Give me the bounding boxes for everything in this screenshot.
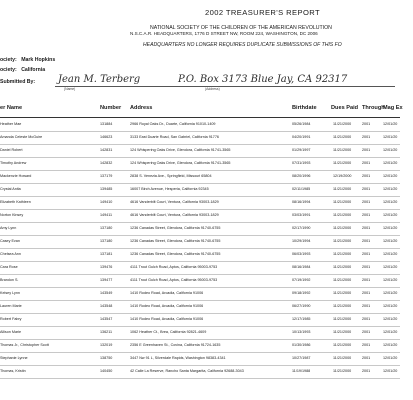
table-row (0, 198, 400, 210)
table-row (0, 276, 400, 288)
member-dues-paid: 11/21/2000 (333, 239, 352, 243)
member-mag-expiry: 12/01/20 (383, 200, 398, 204)
member-birthdate: 08/16/1984 (292, 265, 311, 269)
member-number: 146623 (100, 135, 113, 139)
member-birthdate: 08/16/1994 (292, 200, 311, 204)
member-address: 1410 Rodeo Road, Arcadia, California 91006 (130, 291, 204, 295)
member-mag-expiry: 12/01/20 (383, 356, 398, 360)
member-birthdate: 12/17/1985 (292, 317, 311, 321)
member-number: 140450 (100, 369, 113, 373)
member-through: 2001 (362, 174, 371, 178)
member-birthdate: 07/19/1992 (292, 278, 311, 282)
member-through: 2001 (362, 213, 371, 217)
column-header-address: Address (130, 105, 153, 111)
member-address: 124 Whispering Oaks Drive, Glendora, California 91741-3565 (130, 148, 231, 152)
member-number: 142831 (100, 148, 113, 152)
member-birthdate: 06/03/1993 (292, 252, 311, 256)
member-name: Heather Mae (0, 122, 22, 126)
address-caption: (Address) (205, 87, 220, 91)
member-name: Stephanie Lynne (0, 356, 28, 360)
member-number: 137181 (100, 252, 113, 256)
member-through: 2001 (362, 304, 371, 308)
table-row (0, 224, 400, 236)
member-number: 149410 (100, 200, 113, 204)
member-dues-paid: 11/21/2000 (333, 135, 352, 139)
member-mag-expiry: 12/01/20 (383, 291, 398, 295)
member-mag-expiry: 12/01/20 (383, 122, 398, 126)
member-name: Timothy Andrew (0, 161, 27, 165)
member-through: 2001 (362, 317, 371, 321)
society-value: California (21, 67, 46, 73)
member-name: Brandon S. (0, 278, 19, 282)
member-mag-expiry: 12/01/20 (383, 174, 398, 178)
member-mag-expiry: 12/01/20 (383, 369, 398, 373)
member-name: Elizabeth Kathleen (0, 200, 31, 204)
member-number: 137179 (100, 174, 113, 178)
member-address: 1236 Canadas Street, Glendora, California 91740-6755 (130, 226, 221, 230)
header-rule (0, 117, 400, 118)
member-name: Thomas, Kristin (0, 369, 26, 373)
member-address: 3447 Nw 91 L, Silverdale Rapids, Washington 98383-4341 (130, 356, 226, 360)
signature-line (55, 86, 395, 87)
member-dues-paid: 11/21/2000 (333, 252, 352, 256)
column-header-dues-paid: Dues Paid (331, 105, 359, 111)
member-address: 2838 S. Venezia Ave., Springfield, Missouri 65804 (130, 174, 212, 178)
member-number: 137180 (100, 239, 113, 243)
member-name: Amanda Celeste McGuire (0, 135, 43, 139)
table-row (0, 120, 400, 132)
member-birthdate: 09/18/1992 (292, 291, 311, 295)
member-address: 2356 E Greenhaven St., Covina, California 91724-1635 (130, 343, 221, 347)
member-address: 1236 Canadas Street, Glendora, California 91740-6755 (130, 252, 221, 256)
member-mag-expiry: 12/01/20 (383, 187, 398, 191)
report-title: 2002 TREASURER'S REPORT (205, 8, 321, 17)
member-mag-expiry: 12/01/20 (383, 239, 398, 243)
member-mag-expiry: 12/01/20 (383, 278, 398, 282)
member-dues-paid: 11/21/2000 (333, 343, 352, 347)
member-name: Daniel Robert (0, 148, 23, 152)
member-mag-expiry: 12/01/20 (383, 226, 398, 230)
member-address: 16007 Birch Avenue, Hesperia, California 92345 (130, 187, 209, 191)
member-through: 2001 (362, 161, 371, 165)
member-address: 1410 Rodeo Road, Arcadia, California 91006 (130, 317, 204, 321)
member-through: 2001 (362, 252, 371, 256)
member-mag-expiry: 12/01/20 (383, 343, 398, 347)
submitted-by-address: P.O. Box 3173 Blue Jay, CA 92317 (178, 74, 348, 85)
member-through: 2001 (362, 148, 371, 152)
member-birthdate: 03/03/1991 (292, 213, 311, 217)
table-row (0, 302, 400, 314)
submitted-by-field (0, 79, 35, 85)
table-row (0, 341, 400, 353)
member-dues-paid: 11/21/2000 (333, 226, 352, 230)
table-row (0, 289, 400, 301)
table-row (0, 263, 400, 275)
member-birthdate: 02/17/1990 (292, 226, 311, 230)
member-through: 2001 (362, 343, 371, 347)
member-through: 2001 (362, 291, 371, 295)
member-dues-paid: 11/21/2000 (333, 304, 352, 308)
member-number: 143548 (100, 304, 113, 308)
member-birthdate: 04/20/1991 (292, 135, 311, 139)
member-birthdate: 07/31/1993 (292, 161, 311, 165)
member-birthdate: 05/26/1984 (292, 122, 311, 126)
member-dues-paid: 11/21/2000 (333, 369, 352, 373)
member-number: 131884 (100, 122, 113, 126)
table-row (0, 315, 400, 327)
table-row (0, 354, 400, 366)
table-row (0, 146, 400, 158)
member-name: Norton Kinsey (0, 213, 24, 217)
chapter-value: Mark Hopkins (21, 57, 56, 63)
member-mag-expiry: 12/01/20 (383, 213, 398, 217)
member-number: 139476 (100, 265, 113, 269)
member-number: 132019 (100, 343, 113, 347)
member-number: 142832 (100, 161, 113, 165)
member-mag-expiry: 12/01/20 (383, 317, 398, 321)
column-header-birthdate: Birthdate (292, 105, 317, 111)
member-dues-paid: 11/21/2000 (333, 330, 352, 334)
member-number: 149411 (100, 213, 113, 217)
member-address: 3133 East Duarte Road, San Gabriel, California 91776 (130, 135, 219, 139)
table-row (0, 211, 400, 223)
member-name: Thomas Jr., Christopher Scott (0, 343, 49, 347)
member-dues-paid: 11/21/2000 (333, 213, 352, 217)
member-number: 136211 (100, 330, 113, 334)
table-row (0, 250, 400, 262)
member-number: 138750 (100, 356, 113, 360)
member-dues-paid: 12/19/2000 (333, 174, 352, 178)
member-birthdate: 01/29/1997 (292, 148, 311, 152)
member-address: 2966 Royal Oaks Dr., Duarte, California 91010-1409 (130, 122, 216, 126)
member-mag-expiry: 12/01/20 (383, 161, 398, 165)
member-through: 2001 (362, 187, 371, 191)
member-number: 139477 (100, 278, 113, 282)
member-through: 2001 (362, 265, 371, 269)
member-address: 4616 Vanderbilt Court, Ventura, California 93003-1829 (130, 200, 219, 204)
member-through: 2001 (362, 239, 371, 243)
society-label: ociety: (0, 67, 17, 73)
member-name: Robert Fabry (0, 317, 22, 321)
member-address: 4111 Trout Gulch Road, Aptos, California 95003-9753 (130, 265, 218, 269)
society-field (0, 67, 45, 73)
table-row (0, 159, 400, 171)
member-address: 1062 Heather Ct., Brea, California 92821-4609 (130, 330, 207, 334)
member-birthdate: 10/29/1994 (292, 239, 311, 243)
member-number: 137180 (100, 226, 113, 230)
member-mag-expiry: 12/01/20 (383, 304, 398, 308)
member-address: 1410 Rodeo Road, Arcadia, California 91006 (130, 304, 204, 308)
table-row (0, 237, 400, 249)
member-birthdate: 01/30/1986 (292, 343, 311, 347)
member-through: 2001 (362, 122, 371, 126)
member-number: 139485 (100, 187, 113, 191)
member-address: 4616 Vanderbilt Court, Ventura, California 93003-1829 (130, 213, 219, 217)
name-caption: (Name) (64, 87, 76, 91)
member-name: Casey Evan (0, 239, 20, 243)
column-header-through: Through (362, 105, 385, 111)
chapter-field (0, 57, 55, 63)
member-through: 2001 (362, 369, 371, 373)
member-address: 42 Calle La Reserve, Rancho Santa Margarita, California 92688-3043 (130, 369, 244, 373)
table-row (0, 185, 400, 197)
member-through: 2001 (362, 278, 371, 282)
column-header-number: Number (100, 105, 122, 111)
member-birthdate: 08/20/1996 (292, 174, 311, 178)
member-address: 1236 Canadas Street, Glendora, California 91740-6755 (130, 239, 221, 243)
member-dues-paid: 11/21/2000 (333, 317, 352, 321)
member-birthdate: 10/13/1993 (292, 330, 311, 334)
member-dues-paid: 11/21/2000 (333, 161, 352, 165)
member-name: Mackenzie Howard (0, 174, 32, 178)
table-row (0, 328, 400, 340)
member-name: Chelsea Ann (0, 252, 21, 256)
organization-line: NATIONAL SOCIETY OF THE CHILDREN OF THE AMERICAN REVOLUTION (150, 25, 332, 31)
table-row (0, 172, 400, 184)
member-through: 2001 (362, 135, 371, 139)
member-birthdate: 06/27/1990 (292, 304, 311, 308)
duplicate-notice: HEADQUARTERS NO LONGER REQUIRES DUPLICATE SUBMISSIONS OF THIS FO (143, 42, 342, 48)
member-mag-expiry: 12/01/20 (383, 265, 398, 269)
submitted-by-label: Submitted By: (0, 79, 36, 85)
member-dues-paid: 11/21/2000 (333, 265, 352, 269)
member-dues-paid: 11/21/2000 (333, 356, 352, 360)
member-address: 124 Whispering Oaks Drive, Glendora, California 91741-3565 (130, 161, 231, 165)
member-mag-expiry: 12/01/20 (383, 330, 398, 334)
member-address: 4111 Trout Gulch Road, Aptos, California 95003-9753 (130, 278, 218, 282)
member-through: 2001 (362, 226, 371, 230)
column-header-mag: Mag Ex (383, 105, 403, 111)
member-dues-paid: 11/21/2000 (333, 122, 352, 126)
member-mag-expiry: 12/01/20 (383, 148, 398, 152)
headquarters-line: N.S.C.A.R. HEADQUARTERS, 1776 D STREET NW, ROOM 224, WASHINGTON, DC 2006 (130, 31, 318, 36)
member-number: 143547 (100, 317, 113, 321)
member-name: Allison Marie (0, 330, 22, 334)
member-dues-paid: 11/21/2000 (333, 291, 352, 295)
member-birthdate: 10/27/1987 (292, 356, 311, 360)
member-dues-paid: 11/21/2000 (333, 148, 352, 152)
member-mag-expiry: 12/01/20 (383, 252, 398, 256)
table-row (0, 133, 400, 145)
member-birthdate: 02/11/1985 (292, 187, 311, 191)
member-through: 2001 (362, 356, 371, 360)
member-number: 143549 (100, 291, 113, 295)
member-mag-expiry: 12/01/20 (383, 135, 398, 139)
member-name: Amy Lynn (0, 226, 17, 230)
column-header-name: er Name (0, 105, 23, 111)
member-dues-paid: 11/21/2000 (333, 278, 352, 282)
member-name: Lauren Marie (0, 304, 22, 308)
submitted-by-name: Jean M. Terberg (58, 74, 141, 85)
table-row (0, 367, 400, 379)
member-name: Cara Rose (0, 265, 18, 269)
member-dues-paid: 11/21/2000 (333, 200, 352, 204)
chapter-label: ociety: (0, 57, 17, 63)
member-name: Crystal Anita (0, 187, 21, 191)
member-dues-paid: 11/21/2000 (333, 187, 352, 191)
member-through: 2001 (362, 330, 371, 334)
member-through: 2001 (362, 200, 371, 204)
member-birthdate: 11/19/1988 (292, 369, 311, 373)
member-name: Kelsey Lynn (0, 291, 20, 295)
